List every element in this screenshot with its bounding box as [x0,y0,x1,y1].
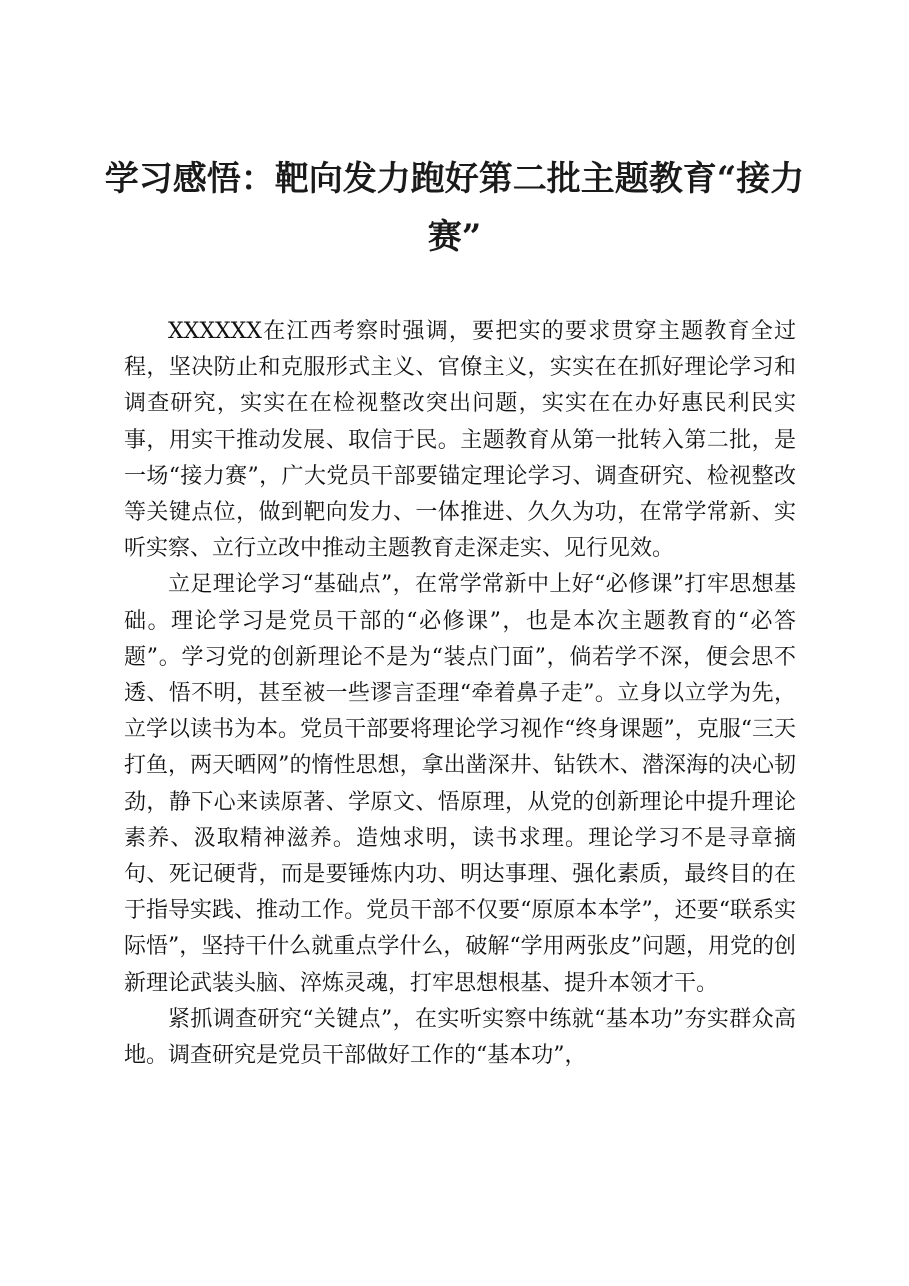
paragraph-intro: XXXXXX在江西考察时强调，要把实的要求贯穿主题教育全过程，坚决防止和克服形式主义、官僚主义，实实在在抓好理论学习和调查研究，实实在在检视整改突出问题，实实在在办好惠民利民实事，用实干推动发展、取信于民。主题教育从第一批转入第二批，是一场“接力赛”，广大党员干部要锚定理论学习、调查研究、检视整改等关键点位，做到靶向发力、一体推进、久久为功，在常学常新、实听实察、立行立改中推动主题教育走深走实、见行见效。 [124,319,796,562]
paragraph-research: 紧抓调查研究“关键点”，在实听实察中练就“基本功”夯实群众高地。调查研究是党员干部做好工作的“基本功”， [124,1006,796,1069]
paragraph-theory-study: 立足理论学习“基础点”，在常学常新中上好“必修课”打牢思想基础。理论学习是党员干部的“必修课”，也是本次主题教育的“必答题”。学习党的创新理论不是为“装点门面”，倘若学不深，便会思不透、悟不明，甚至被一些谬言歪理“牵着鼻子走”。立身以立学为先，立学以读书为本。党员干部要将理论学习视作“终身课题”，克服“三天打鱼，两天晒网”的惰性思想，拿出凿深井、钻铁木、潜深海的决心韧劲，静下心来读原著、学原文、悟原理，从党的创新理论中提升理论素养、汲取精神滋养。造烛求明，读书求理。理论学习不是寻章摘句、死记硬背，而是要锤炼内功、明达事理、强化素质，最终目的在于指导实践、推动工作。党员干部不仅要“原原本本学”，还要“联系实际悟”，坚持干什么就重点学什么，破解“学用两张皮”问题，用党的创新理论武装头脑、淬炼灵魂，打牢思想根基、提升本领才干。 [124,572,796,996]
document-title: 学习感悟：靶向发力跑好第二批主题教育“接力赛” [104,159,805,257]
document-body [124,314,796,1074]
